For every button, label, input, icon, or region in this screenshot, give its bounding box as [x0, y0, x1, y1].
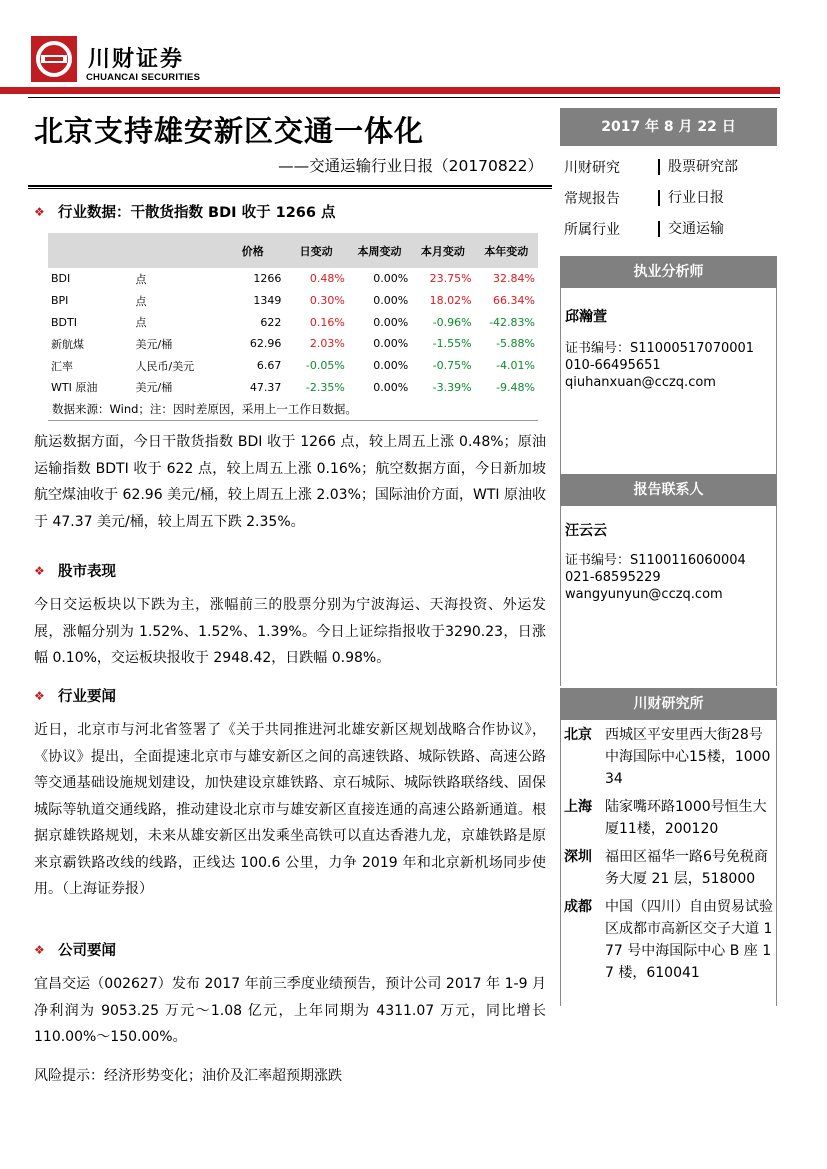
price-cell: 47.37 — [249, 380, 282, 394]
table-header-cell: 本月变动 — [411, 233, 474, 268]
office-address: 福田区福华一路6号免税商务大厦 21 层，518000 — [605, 849, 768, 887]
price-cell: 1349 — [253, 294, 282, 308]
title-divider — [28, 185, 552, 189]
table-header-cell — [48, 233, 133, 268]
office-city: 北京 — [564, 727, 592, 743]
institute-box — [560, 688, 777, 1006]
row-name: BDTI — [51, 315, 77, 329]
row-name: WTI 原油 — [51, 381, 98, 395]
row-name: 汇率 — [51, 359, 73, 373]
brand-name-en: CHUANCAI SECURITIES — [86, 72, 201, 83]
section-heading-industry-data — [34, 201, 336, 222]
office-city: 深圳 — [564, 849, 592, 865]
week-change-cell: 0.00% — [373, 272, 409, 286]
contact-heading: 报告联系人 — [560, 474, 777, 506]
section-heading-text: 公司要闻 — [58, 943, 116, 959]
meta-row — [560, 151, 777, 182]
section-heading-company-news — [34, 939, 116, 960]
row-name: 新航煤 — [51, 337, 84, 351]
day-change-cell: -0.05% — [305, 359, 345, 373]
day-change-cell: 0.30% — [309, 294, 345, 308]
month-change-cell: -1.55% — [432, 337, 472, 351]
price-cell: 622 — [260, 315, 282, 329]
office-address: 西城区平安里西大街28号中海国际中心15楼，100034 — [605, 727, 771, 787]
table-row — [48, 376, 538, 398]
table-header-cell: 本年变动 — [475, 233, 538, 268]
contact-phone: 021-68595229 — [565, 570, 661, 585]
table-header-cell — [133, 233, 222, 268]
row-unit: 点 — [135, 294, 147, 308]
table-source-note: 数据来源：Wind；注：因时差原因，采用上一工作日数据。 — [52, 402, 357, 416]
paragraph-industry-news: 近日，北京市与河北省签署了《关于共同推进河北雄安新区规划战略合作协议》，《协议》提出，全面提速北京市与雄安新区之间的高速铁路、城际铁路、高速公路等交通基础设施规划建设，加快建设京雄铁路、京石城际、城际铁路联络线、固保城际等轨道交通线路，推动建设北京市与雄安新区直接连通的高速公路新通道。根据京雄铁路规划，未来从雄安新区出发乘坐高铁可以直达香港九龙，京雄铁路是原来京霸铁路改线的线路，正线达 100.6 公里，力争 2019 年和北京新机场同步使用。（上海证券报） — [34, 722, 546, 897]
year-change-cell: -5.88% — [496, 337, 535, 351]
table-row — [48, 355, 538, 377]
year-change-cell: 66.34% — [493, 294, 535, 308]
contact-cert: 证书编号：S1100116060004 — [565, 553, 746, 568]
analyst-name: 邱瀚萱 — [565, 309, 607, 325]
week-change-cell: 0.00% — [373, 359, 409, 373]
month-change-cell: 23.75% — [429, 272, 472, 286]
month-change-cell: -0.75% — [432, 359, 472, 373]
meta-table — [560, 151, 777, 244]
month-change-cell: -0.96% — [432, 315, 472, 329]
week-change-cell: 0.00% — [373, 337, 409, 351]
meta-value: 交通运输 — [658, 221, 724, 237]
meta-key: 川财研究 — [564, 159, 620, 176]
section-heading-text: 行业数据：干散货指数 BDI 收于 1266 点 — [58, 205, 336, 221]
year-change-cell: -42.83% — [489, 315, 535, 329]
year-change-cell: 32.84% — [493, 272, 535, 286]
office-address: 陆家嘴环路1000号恒生大厦11楼，200120 — [605, 799, 767, 837]
analyst-cert: 证书编号：S1100051707000​1 — [565, 341, 755, 356]
row-unit: 人民币/美元 — [135, 359, 195, 373]
meta-key: 所属行业 — [564, 221, 620, 238]
analyst-box — [560, 256, 777, 482]
section-heading-text: 行业要闻 — [58, 689, 116, 705]
contact-box — [560, 474, 777, 686]
table-header-cell: 日变动 — [284, 233, 347, 268]
section-heading-text: 股市表现 — [58, 564, 116, 580]
paragraph-company-news: 宜昌交运（002627）发布 2017 年前三季度业绩预告，预计公司 2017 年 1-9 月净利润为 9053.25 万元～1.08 亿元，上年同期为 4311.07 万元，同比增长 110.00%～150.00%。 — [34, 976, 546, 1045]
header-divider — [28, 97, 780, 98]
meta-key: 常规报告 — [564, 190, 620, 207]
paragraph-industry-data: 航运数据方面，今日干散货指数 BDI 收于 1266 点，较上周五上涨 0.48%；原油运输指数 BDTI 收于 622 点，较上周五上涨 0.16%；航空数据方面，今日新加坡航空煤油收于 62.96 美元/桶，较上周五上涨 2.03%；国际油价方面，WTI 原油收于 47.37 美元/桶，较上周五下跌 2.35%。 — [34, 434, 546, 530]
month-change-cell: 18.02% — [429, 294, 472, 308]
table-row — [48, 290, 538, 312]
diamond-bullet-icon: ❖ — [34, 204, 45, 219]
row-unit: 美元/桶 — [135, 337, 173, 351]
office-address: 中国（四川）自由贸易试验区成都市高新区交子大道 177 号中海国际中心 B 座 17 楼，610041 — [605, 899, 773, 981]
analyst-email[interactable]: qiuhanxuan@cczq.com — [565, 375, 716, 390]
row-name: BDI — [51, 272, 71, 286]
section-heading-market — [34, 560, 116, 581]
diamond-bullet-icon: ❖ — [34, 942, 45, 957]
month-change-cell: -3.39% — [432, 380, 472, 394]
week-change-cell: 0.00% — [373, 294, 409, 308]
price-cell: 1266 — [253, 272, 282, 286]
table-header-row — [48, 233, 538, 268]
company-logo — [31, 36, 77, 82]
office-row — [561, 844, 776, 894]
diamond-bullet-icon: ❖ — [34, 563, 45, 578]
market-data-table — [48, 233, 538, 398]
year-change-cell: -4.01% — [496, 359, 535, 373]
table-header-cell: 本周变动 — [348, 233, 411, 268]
report-title: 北京支持雄安新区交通一体化 — [34, 114, 425, 148]
year-change-cell: -9.48% — [496, 380, 535, 394]
meta-value: 股票研究部 — [658, 159, 738, 175]
section-heading-industry-news — [34, 685, 116, 706]
day-change-cell: 0.48% — [309, 272, 345, 286]
row-unit: 点 — [135, 316, 147, 330]
row-unit: 点 — [135, 272, 147, 286]
report-date: 2017 年 8 月 22 日 — [560, 108, 777, 146]
office-row — [561, 794, 776, 844]
office-row — [561, 894, 776, 988]
report-subtitle: ——交通运输行业日报（20170822） — [278, 157, 543, 175]
day-change-cell: 2.03% — [309, 337, 345, 351]
institute-heading: 川财研究所 — [560, 688, 777, 720]
office-row — [561, 722, 776, 794]
day-change-cell: -2.35% — [305, 380, 345, 394]
price-cell: 62.96 — [249, 337, 282, 351]
brand-name-cn: 川财证券 — [88, 47, 185, 72]
diamond-bullet-icon: ❖ — [34, 688, 45, 703]
week-change-cell: 0.00% — [373, 315, 409, 329]
row-name: BPI — [51, 294, 69, 308]
row-unit: 美元/桶 — [135, 381, 173, 395]
table-header-cell: 价格 — [221, 233, 284, 268]
header-red-bar — [0, 87, 780, 94]
paragraph-market: 今日交运板块以下跌为主，涨幅前三的股票分别为宁波海运、天海投资、外运发展，涨幅分别为 1.52%、1.52%、1.39%。今日上证综指报收于3290.23，日涨幅 0.10%，交运板块报收于 2948.42，日跌幅 0.98%。 — [34, 597, 546, 666]
day-change-cell: 0.16% — [309, 315, 345, 329]
week-change-cell: 0.00% — [373, 380, 409, 394]
office-city: 上海 — [564, 799, 592, 815]
analyst-phone: 010-66495651 — [565, 358, 661, 373]
price-cell: 6.67 — [256, 359, 282, 373]
risk-warning: 风险提示：经济形势变化；油价及汇率超预期涨跌 — [34, 1068, 342, 1084]
contact-name: 汪云云 — [565, 523, 607, 539]
table-row — [48, 311, 538, 333]
analyst-heading: 执业分析师 — [560, 256, 777, 288]
office-city: 成都 — [564, 899, 592, 915]
meta-row — [560, 213, 777, 244]
table-bottom-rule — [48, 420, 538, 421]
meta-value: 行业日报 — [658, 190, 724, 206]
table-row — [48, 268, 538, 290]
contact-email[interactable]: wangyunyun@cczq.com — [565, 587, 723, 602]
sidebar-meta — [560, 108, 777, 244]
table-row — [48, 333, 538, 355]
meta-row — [560, 182, 777, 213]
